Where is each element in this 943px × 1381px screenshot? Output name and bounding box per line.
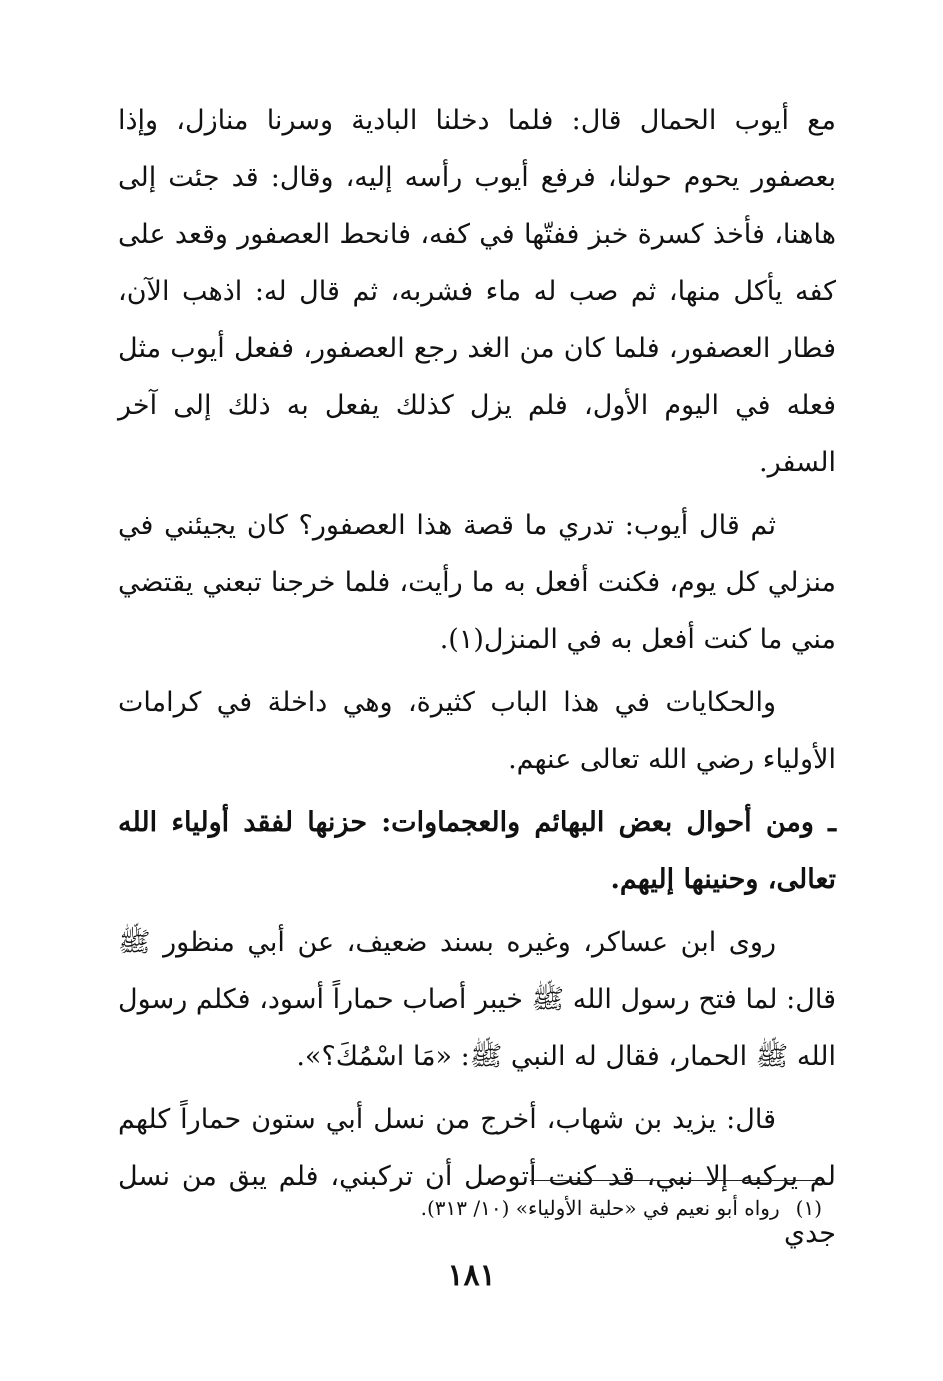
footnote [300,1190,822,1226]
paragraph-karamat: والحكايات في هذا الباب كثيرة، وهي داخلة في كرامات الأولياء رضي الله تعالى عنهم. [118,687,836,775]
main-text [118,92,836,1268]
paragraph-ayyub-explanation: ثم قال أيوب: تدري ما قصة هذا العصفور؟ كان يجيئني في منزلي كل يوم، فكنت أفعل به ما رأيت، فلما خرجنا تبعني يقتضي مني ما كنت أفعل به في المنزل(١). [118,510,836,655]
paragraph-ayyub-journey: مع أيوب الحمال قال: فلما دخلنا البادية وسرنا منازل، وإذا بعصفور يحوم حولنا، فرفع أيوب رأسه إليه، وقال: قد جئت إلى هاهنا، فأخذ كسرة خبز ففتّها في كفه، فانحط العصفور وقعد على كفه يأكل منها، ثم صب له ماء فشربه، ثم قال له: اذهب الآن، فطار العصفور، فلما كان من الغد رجع العصفور، ففعل أيوب مثل فعله في اليوم الأول، فلم يزل كذلك يفعل به ذلك إلى آخر السفر. [118,105,836,478]
footnote-divider [530,1180,822,1181]
paragraph-ibn-asakir: روى ابن عساكر، وغيره بسند ضعيف، عن أبي منظور ﷺ قال: لما فتح رسول الله ﷺ خيبر أصاب حماراً أسود، فكلم رسول الله ﷺ الحمار، فقال له النبي ﷺ: «مَا اسْمُكَ؟». [118,927,836,1072]
page-number: ١٨١ [447,1258,496,1293]
section-heading: ـ ومن أحوال بعض البهائم والعجماوات: حزنها لفقد أولياء الله تعالى، وحنينها إليهم. [118,807,836,895]
paragraph-yazid: قال: يزيد بن شهاب، أخرج من نسل أبي ستون حماراً كلهم لم يركبه إلا نبي، قد كنت أتوصل أن تركبني، فلم يبق من نسل جدي [118,1104,836,1249]
footnote-marker: (١) [795,1196,822,1220]
footnote-text: رواه أبو نعيم في «حلية الأولياء» (١٠/ ٣١٣). [420,1196,780,1220]
